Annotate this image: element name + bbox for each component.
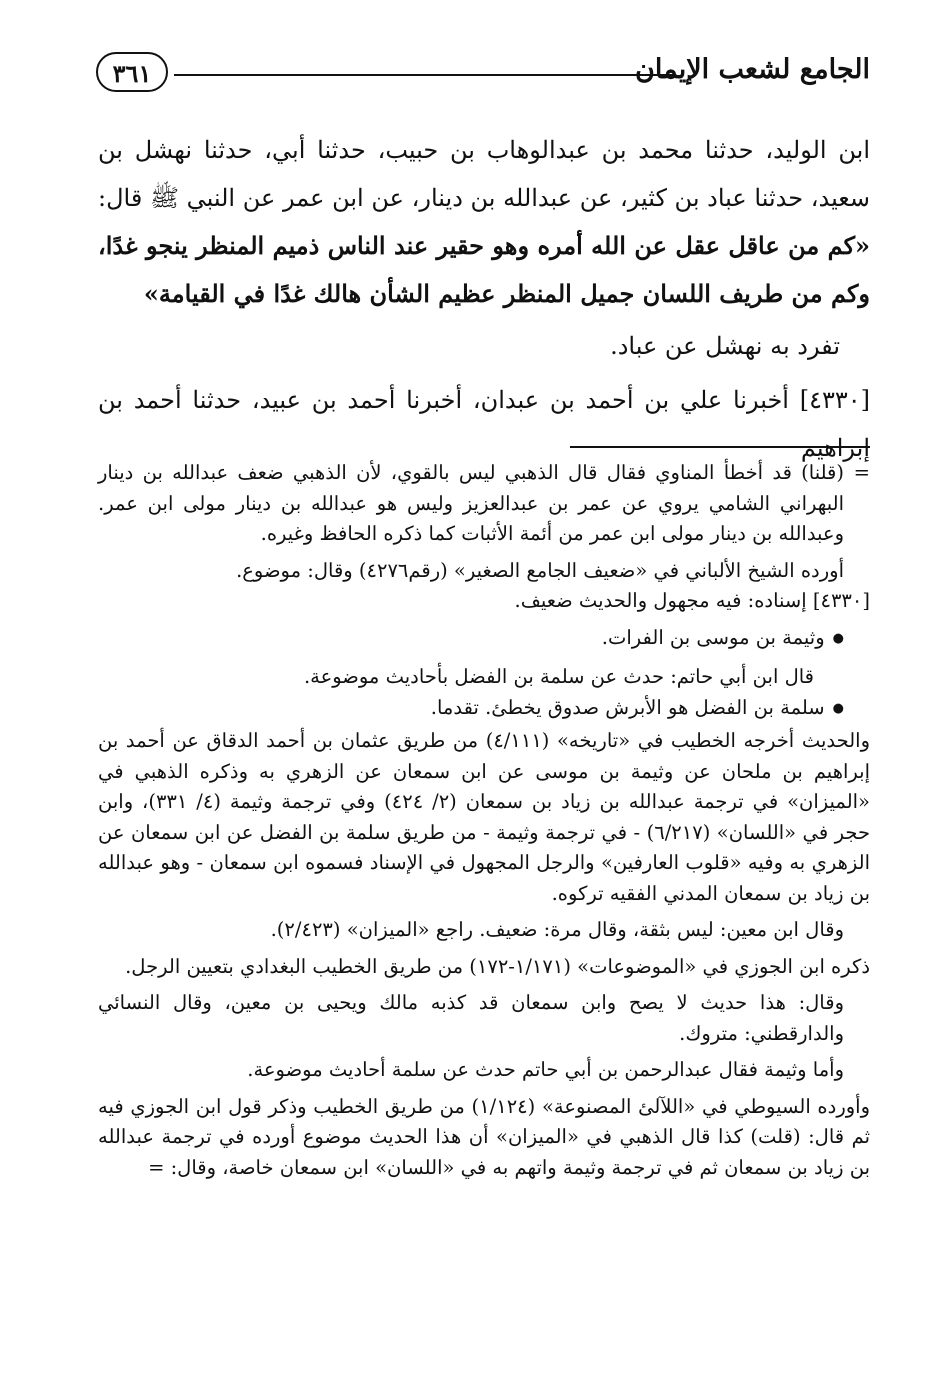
book-title: الجامع لشعب الإيمان <box>635 54 870 85</box>
isnad-text: ابن الوليد، حدثنا محمد بن عبدالوهاب بن حبيب، حدثنا أبي، حدثنا نهشل بن سعيد، حدثنا عباد بن كثير، عن عبدالله بن دينار، عن ابن عمر عن النبي ﷺ قال: <box>98 136 870 212</box>
footnote-separator <box>570 446 870 448</box>
comment-paragraph: تفرد به نهشل عن عباد. <box>610 332 840 360</box>
footnote-bullet-item: ● سلمة بن الفضل هو الأبرش صدوق يخطئ. تقدما. <box>98 693 870 727</box>
footnotes <box>98 458 870 1183</box>
footnote-line: وأما وثيمة فقال عبدالرحمن بن أبي حاتم حدث عن سلمة أحاديث موضوعة. <box>247 1058 844 1081</box>
continuation-mark: = <box>853 461 870 484</box>
footnote-paragraph: وقال: هذا حديث لا يصح وابن سمعان قد كذبه مالك ويحيى بن معين، وقال النسائي والدارقطني: متروك. <box>98 991 844 1045</box>
header-rule <box>174 74 674 76</box>
hadith-paragraph <box>98 126 870 318</box>
running-header <box>96 46 870 102</box>
footnote-paragraph <box>98 1092 870 1184</box>
hadith-quote: «كم من عاقل عقل عن الله أمره وهو حقير عند الناس ذميم المنظر ينجو غدًا، وكم من طريف اللسان جميل المنظر عظيم الشأن هالك غدًا في القيامة» <box>98 231 870 308</box>
main-text <box>98 126 870 472</box>
footnote-text: وأورده السيوطي في «اللآلئ المصنوعة» (١/١٢٤) من طريق الخطيب وذكر قول ابن الجوزي فيه ثم قال: (قلت) كذا قال الذهبي في «الميزان» أن هذا الحديث موضوع أورده في ترجمة عبدالله بن زياد بن سمعان ثم في ترجمة وثيمة واتهم به في «اللسان» ابن سمعان خاصة، وقال: <box>98 1094 870 1179</box>
continuation-mark: = <box>148 1155 165 1179</box>
footnote-line: وقال ابن معين: ليس بثقة، وقال مرة: ضعيف. راجع «الميزان» (٢/٤٢٣). <box>270 918 844 941</box>
footnote-continuation <box>98 458 870 550</box>
footnote-paragraph: والحديث أخرجه الخطيب في «تاريخه» (٤/١١١) من طريق عثمان بن أحمد الدقاق عن أحمد بن إبراهيم بن ملحان عن وثيمة بن موسى عن ابن سمعان عن الزهري به وذكره الذهبي في «الميزان» في ترجمة عبدالله بن زياد بن سمعان (٢/ ٤٢٤) وفي ترجمة وثيمة (٤/ ٣٣١)، وابن حجر في «اللسان» (٦/٢١٧) - في ترجمة وثيمة - من طريق سلمة بن الفضل عن ابن سمعان عن الزهري به وفيه «قلوب العارفين» والرجل المجهول في الإسناد فسموه ابن سمعان - وهو عبدالله بن زياد بن سمعان المدني الفقيه تركوه. <box>98 729 871 905</box>
footnote-text: (قلنا) قد أخطأ المناوي فقال قال الذهبي ليس بالقوي، لأن الذهبي ضعف عبدالله بن دينار البهراني الشامي يروي عن عمر بن عبدالعزيز وليس هو عبدالله بن دينار مولى ابن عمر. وعبدالله بن دينار مولى ابن عمر من أئمة الأثبات كما ذكره الحافظ وغيره. <box>98 461 844 545</box>
footnote-line: أورده الشيخ الألباني في «ضعيف الجامع الصغير» (رقم٤٢٧٦) وقال: موضوع. <box>236 558 844 582</box>
footnote-bullet-item: ● وثيمة بن موسى بن الفرات. <box>98 623 870 657</box>
footnote-line: ذكره ابن الجوزي في «الموضوعات» (١/١٧١-١٧٢) من طريق الخطيب البغدادي بتعيين الرجل. <box>125 954 870 978</box>
footnote-line: قال ابن أبي حاتم: حدث عن سلمة بن الفضل بأحاديث موضوعة. <box>303 665 814 688</box>
footnote-heading: [٤٣٣٠] إسناده: فيه مجهول والحديث ضعيف. <box>514 589 870 612</box>
next-hadith-paragraph: [٤٣٣٠] أخبرنا علي بن أحمد بن عبدان، أخبرنا أحمد بن عبيد، حدثنا أحمد بن إبراهيم <box>98 386 870 462</box>
page-number: ٣٦١ <box>96 52 168 92</box>
